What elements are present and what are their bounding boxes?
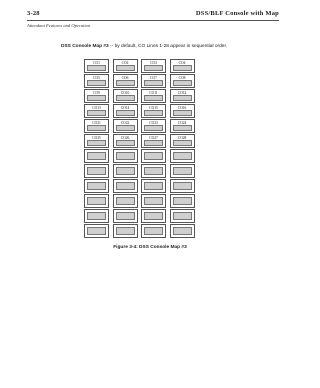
key-button-graphic [116,80,135,86]
map-key-cell [113,59,138,73]
map-key-cell [141,104,166,118]
key-label: CO21 [92,120,101,125]
key-label: CO4 [178,60,186,65]
key-button-graphic [173,152,192,161]
key-label: CO6 [121,75,129,80]
key-button-graphic [144,212,163,221]
key-label: CO1 [93,60,100,65]
map-key-cell [84,164,109,178]
map-key-cell [170,134,195,148]
key-label: CO13 [92,105,101,110]
map-key-cell [141,179,166,193]
key-button-graphic [173,65,192,71]
map-key-cell [113,134,138,148]
map-key-cell [170,164,195,178]
map-key-cell [141,74,166,88]
map-key-cell [170,194,195,208]
map-key-cell [84,59,109,73]
map-row [84,179,195,193]
key-button-graphic [87,95,106,101]
key-button-graphic [144,152,163,161]
map-key-cell [84,194,109,208]
key-button-graphic [144,95,163,101]
map-key-cell [113,89,138,103]
key-button-graphic [173,182,192,191]
map-key-cell [141,119,166,133]
map-key-cell [170,224,195,238]
map-key-cell [141,164,166,178]
key-button-graphic [87,182,106,191]
map-key-cell [141,149,166,163]
key-button-graphic [173,95,192,101]
key-button-graphic [144,140,163,146]
key-button-graphic [173,227,192,236]
running-title: DSS/BLF Console with Map [195,10,279,17]
map-row [84,119,195,133]
key-button-graphic [87,110,106,116]
key-button-graphic [144,227,163,236]
map-key-cell [141,89,166,103]
key-button-graphic [87,140,106,146]
map-row [84,209,195,223]
key-button-graphic [87,125,106,131]
key-button-graphic [87,152,106,161]
key-button-graphic [116,167,135,176]
map-row [84,89,195,103]
key-label: CO9 [93,90,100,95]
key-button-graphic [116,212,135,221]
key-button-graphic [116,125,135,131]
map-row [84,59,195,73]
key-button-graphic [173,197,192,206]
map-row [84,224,195,238]
key-button-graphic [173,80,192,86]
key-button-graphic [173,167,192,176]
key-label: CO7 [150,75,157,80]
key-label: CO5 [93,75,100,80]
key-label: CO12 [177,90,187,95]
key-button-graphic [116,197,135,206]
key-button-graphic [116,95,135,101]
key-label: CO16 [177,105,187,110]
key-label: CO26 [120,135,130,140]
map-key-cell [170,74,195,88]
map-key-cell [141,224,166,238]
key-button-graphic [144,182,163,191]
figure-caption: Figure 3-4: DSS Console Map #3 [113,245,187,250]
key-button-graphic [144,125,163,131]
map-key-cell [113,149,138,163]
key-button-graphic [116,182,135,191]
key-label: CO3 [150,60,157,65]
key-label: CO15 [149,105,158,110]
key-button-graphic [144,197,163,206]
map-key-cell [113,224,138,238]
key-label: CO10 [120,90,130,95]
dss-console-map [84,59,195,240]
key-label: CO24 [177,120,187,125]
map-key-cell [113,179,138,193]
key-label: CO25 [92,135,101,140]
map-key-cell [113,209,138,223]
map-key-cell [84,179,109,193]
key-button-graphic [116,65,135,71]
map-key-cell [113,74,138,88]
key-button-graphic [87,167,106,176]
map-key-cell [84,209,109,223]
key-label: CO23 [149,120,158,125]
map-key-cell [84,224,109,238]
map-key-cell [141,59,166,73]
key-button-graphic [87,197,106,206]
map-key-cell [170,209,195,223]
map-key-cell [141,134,166,148]
map-row [84,194,195,208]
map-key-cell [113,194,138,208]
map-key-cell [84,134,109,148]
map-key-cell [113,104,138,118]
key-label: CO2 [121,60,129,65]
map-key-cell [113,164,138,178]
map-row [84,74,195,88]
key-button-graphic [144,80,163,86]
intro-heading: DSS Console Map #3 [61,44,109,49]
section-subheader: Attendant Features and Operation [27,23,91,28]
map-key-cell [170,59,195,73]
map-key-cell [84,104,109,118]
key-button-graphic [173,125,192,131]
key-button-graphic [87,80,106,86]
map-row [84,164,195,178]
key-button-graphic [87,212,106,221]
key-label: CO14 [120,105,130,110]
map-row [84,104,195,118]
map-key-cell [141,209,166,223]
key-button-graphic [87,227,106,236]
map-key-cell [170,149,195,163]
page-number: 3-28 [27,10,40,17]
key-button-graphic [116,152,135,161]
map-row [84,134,195,148]
key-button-graphic [116,227,135,236]
key-label: CO28 [177,135,187,140]
map-key-cell [170,179,195,193]
key-button-graphic [116,110,135,116]
key-button-graphic [87,65,106,71]
key-label: CO27 [149,135,158,140]
intro-text: -- by default, CO Lines 1-28 appear in sequential order. [108,44,228,49]
key-button-graphic [173,212,192,221]
key-button-graphic [116,140,135,146]
map-key-cell [141,194,166,208]
page-header [27,10,279,21]
key-button-graphic [144,65,163,71]
map-key-cell [170,119,195,133]
key-label: CO8 [178,75,186,80]
key-label: CO22 [120,120,130,125]
key-label: CO11 [149,90,158,95]
map-key-cell [84,89,109,103]
key-button-graphic [173,140,192,146]
map-key-cell [84,119,109,133]
map-key-cell [84,74,109,88]
map-key-cell [170,89,195,103]
map-key-cell [170,104,195,118]
key-button-graphic [144,110,163,116]
map-key-cell [113,119,138,133]
map-row [84,149,195,163]
intro-paragraph [61,44,227,49]
map-key-cell [84,149,109,163]
key-button-graphic [144,167,163,176]
key-button-graphic [173,110,192,116]
